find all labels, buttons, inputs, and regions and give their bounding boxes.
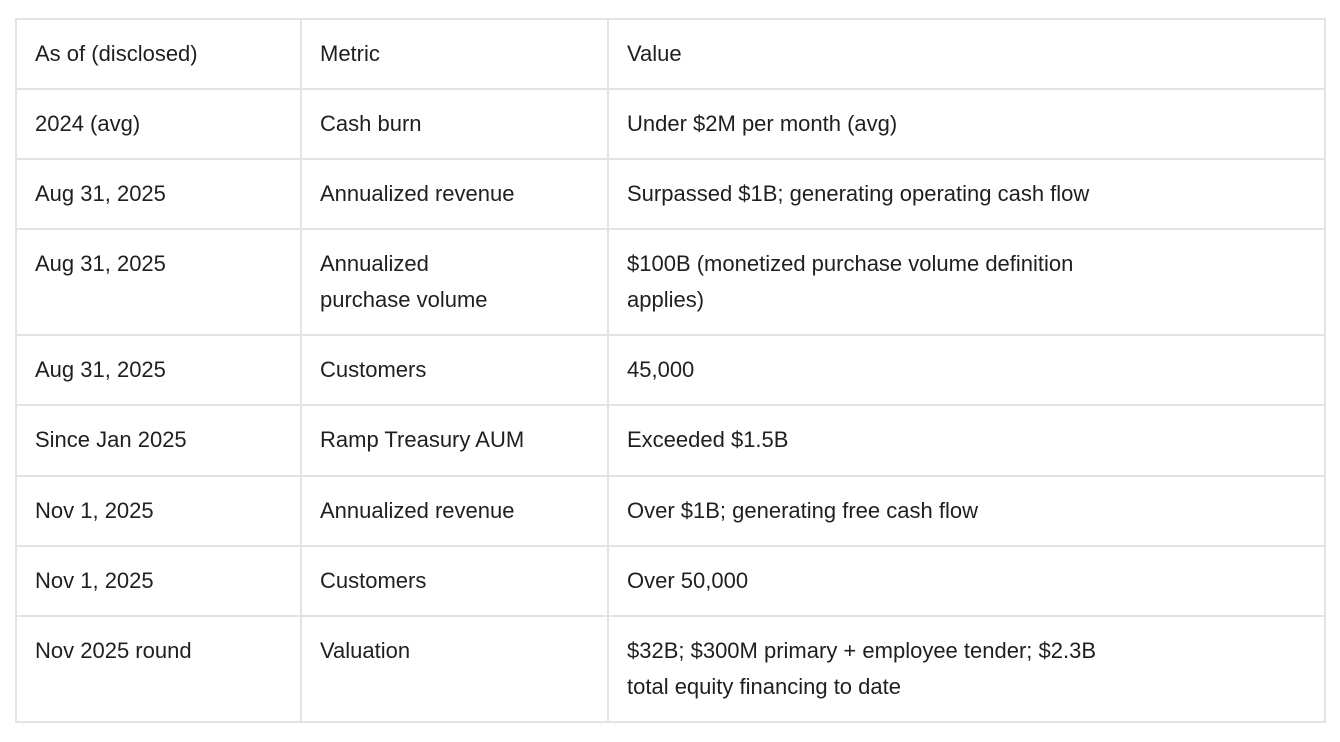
cell-value: [608, 335, 1325, 405]
cell-text: Aug 31, 2025: [35, 181, 166, 207]
cell-value: [608, 89, 1325, 159]
cell-text: Over $1B; generating free cash flow: [627, 497, 978, 523]
cell-value: [608, 229, 1325, 335]
cell-text: Since Jan 2025: [35, 427, 187, 453]
cell-text: $100B (monetized purchase volume definition applies): [627, 251, 1074, 313]
cell-text: Surpassed $1B; generating operating cash flow: [627, 181, 1090, 207]
cell-text: 45,000: [627, 357, 695, 383]
cell-text: Cash burn: [320, 111, 422, 137]
cell-metric: [301, 616, 608, 722]
table-row: [16, 546, 1325, 616]
cell-metric: [301, 159, 608, 229]
column-header-label: As of (disclosed): [35, 41, 198, 66]
cell-value: [608, 546, 1325, 616]
cell-text: $32B; $300M primary + employee tender; $2.3B total equity financing to date: [627, 637, 1096, 699]
cell-value: [608, 159, 1325, 229]
cell-value: [608, 476, 1325, 546]
table-row: [16, 405, 1325, 475]
header-row: [16, 19, 1325, 89]
cell-text: Ramp Treasury AUM: [320, 427, 525, 453]
cell-text: Annualized revenue: [320, 181, 515, 207]
cell-metric: [301, 89, 608, 159]
column-header-metric: [301, 19, 608, 89]
table-row: [16, 616, 1325, 722]
cell-text: Annualized purchase volume: [320, 251, 488, 313]
cell-value: [608, 405, 1325, 475]
table-row: [16, 476, 1325, 546]
cell-text: Valuation: [320, 637, 411, 663]
column-header-label: Value: [627, 41, 682, 66]
cell-text: 2024 (avg): [35, 111, 141, 137]
cell-text: Nov 1, 2025: [35, 567, 154, 593]
cell-value: [608, 616, 1325, 722]
cell-as-of: [16, 405, 301, 475]
cell-text: Over 50,000: [627, 567, 749, 593]
cell-text: Customers: [320, 567, 427, 593]
cell-text: Annualized revenue: [320, 497, 515, 523]
table-row: [16, 159, 1325, 229]
cell-metric: [301, 405, 608, 475]
cell-text: Aug 31, 2025: [35, 357, 166, 383]
table-row: [16, 229, 1325, 335]
cell-as-of: [16, 546, 301, 616]
cell-metric: [301, 335, 608, 405]
cell-metric: [301, 476, 608, 546]
cell-text: Under $2M per month (avg): [627, 111, 898, 137]
cell-metric: [301, 546, 608, 616]
cell-as-of: [16, 476, 301, 546]
table-row: [16, 89, 1325, 159]
cell-text: Exceeded $1.5B: [627, 427, 789, 453]
cell-text: Aug 31, 2025: [35, 251, 166, 277]
cell-text: Nov 1, 2025: [35, 497, 154, 523]
cell-as-of: [16, 335, 301, 405]
column-header-label: Metric: [320, 41, 380, 66]
cell-as-of: [16, 89, 301, 159]
cell-text: Customers: [320, 357, 427, 383]
cell-text: Nov 2025 round: [35, 637, 192, 663]
metrics-table: [15, 18, 1326, 723]
column-header-as-of: [16, 19, 301, 89]
table-row: [16, 335, 1325, 405]
cell-as-of: [16, 229, 301, 335]
cell-as-of: [16, 616, 301, 722]
column-header-value: [608, 19, 1325, 89]
cell-as-of: [16, 159, 301, 229]
cell-metric: [301, 229, 608, 335]
